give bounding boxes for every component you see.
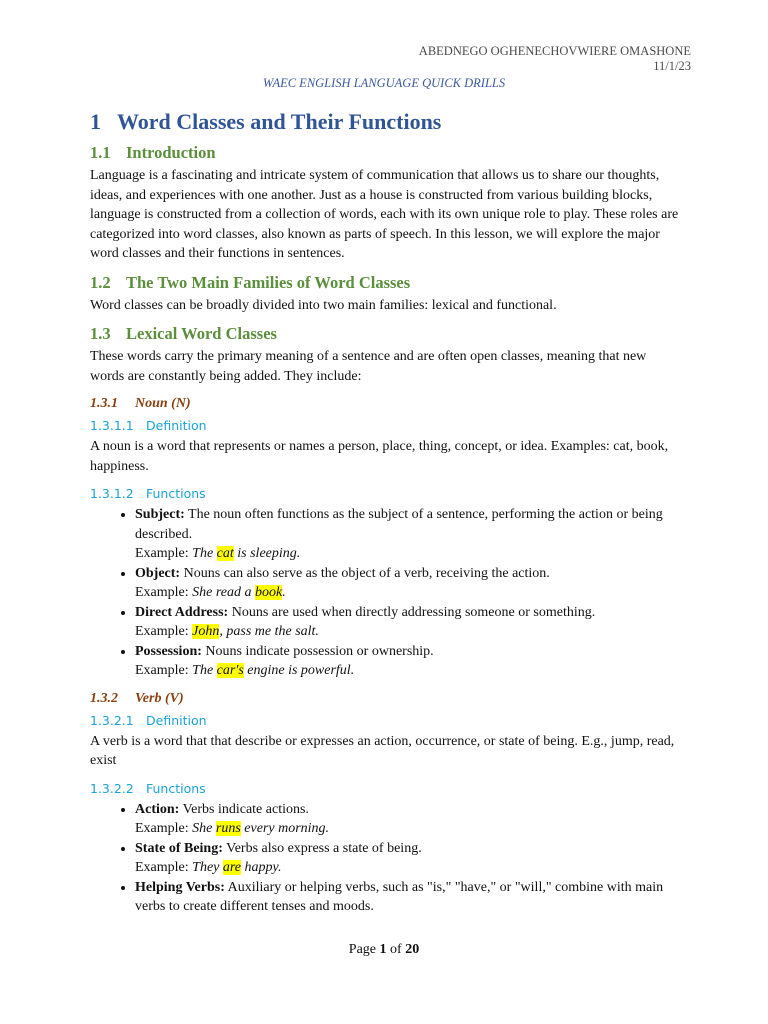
page-header-right bbox=[419, 44, 691, 74]
example-pre: She bbox=[192, 821, 216, 836]
heading-number: 1.3.1.2 bbox=[90, 486, 134, 501]
heading-number: 1.3 bbox=[90, 324, 111, 343]
example-post: happy. bbox=[241, 860, 282, 875]
item-text: Nouns are used when directly addressing someone or something. bbox=[228, 604, 596, 620]
heading-noun bbox=[90, 394, 680, 414]
example-post: , pass me the salt. bbox=[219, 624, 319, 639]
item-text: The noun often functions as the subject of a sentence, performing the action or being described. bbox=[135, 507, 663, 542]
example-text bbox=[192, 546, 300, 561]
heading-title: Functions bbox=[146, 486, 206, 501]
lexical-paragraph: These words carry the primary meaning of a sentence and are often open classes, meaning that new words are constantly being added. They include: bbox=[90, 349, 647, 384]
heading-introduction bbox=[90, 142, 680, 164]
example-post: engine is powerful. bbox=[243, 663, 355, 678]
list-item bbox=[135, 800, 680, 839]
heading-verb-definition bbox=[90, 711, 680, 731]
page-total: 20 bbox=[405, 942, 420, 957]
heading-title: Lexical Word Classes bbox=[126, 324, 277, 343]
noun-functions-list bbox=[90, 505, 680, 681]
heading-title: Introduction bbox=[126, 143, 216, 162]
example-label: Example: bbox=[135, 624, 193, 639]
example-post: . bbox=[282, 585, 286, 600]
item-text: Auxiliary or helping verbs, such as "is," "have," or "will," combine with main verbs to create different tenses and moods. bbox=[135, 879, 664, 914]
heading-noun-functions bbox=[90, 484, 680, 504]
example-text bbox=[192, 585, 286, 600]
page-footer bbox=[0, 942, 768, 958]
item-text: Nouns indicate possession or ownership. bbox=[201, 643, 434, 659]
highlighted-word: cat bbox=[216, 546, 234, 561]
page-label: Page bbox=[348, 942, 380, 957]
example-pre: They bbox=[192, 860, 223, 875]
list-item bbox=[135, 564, 680, 603]
page-number: 1 bbox=[379, 942, 387, 957]
heading-number: 1.3.2.2 bbox=[90, 780, 134, 796]
example-text bbox=[192, 663, 354, 678]
intro-paragraph: Language is a fascinating and intricate system of communication that allows us to share our thoughts, ideas, and experiences with one another. Just as a house is constructed from various building blocks, language is constructed from a collection of words, each with its own unique role to play. These roles are categorized into word classes, also known as parts of speech. In this lesson, we will explore the major word classes and their functions in sentences. bbox=[90, 168, 679, 261]
example-label: Example: bbox=[135, 663, 193, 678]
heading-title: Functions bbox=[146, 780, 206, 796]
list-item bbox=[135, 603, 680, 642]
verb-functions-list bbox=[90, 800, 680, 917]
item-label: Action: bbox=[135, 801, 180, 817]
of-label: of bbox=[386, 942, 406, 957]
heading-title: The Two Main Families of Word Classes bbox=[126, 272, 411, 292]
list-item bbox=[135, 642, 680, 681]
item-text: Verbs also express a state of being. bbox=[222, 840, 422, 856]
example-label: Example: bbox=[135, 585, 193, 600]
heading-number: 1 bbox=[90, 109, 101, 134]
author-name: ABEDNEGO OGHENECHOVWIERE OMASHONE bbox=[418, 44, 691, 58]
heading-number: 1.3.1 bbox=[90, 396, 118, 411]
heading-number: 1.3.1.1 bbox=[90, 418, 134, 433]
heading-number: 1.3.2 bbox=[90, 690, 118, 706]
highlighted-word: are bbox=[222, 860, 242, 875]
highlighted-word: car's bbox=[216, 663, 244, 678]
example-post: is sleeping. bbox=[233, 546, 301, 561]
heading-two-families bbox=[90, 272, 680, 294]
heading-verb bbox=[90, 689, 680, 709]
heading-title: Noun (N) bbox=[135, 396, 191, 411]
verb-definition-paragraph: A verb is a word that that describe or expresses an action, occurrence, or state of being. E.g., jump, read, exist bbox=[90, 733, 675, 768]
item-label: Direct Address: bbox=[135, 604, 229, 620]
highlighted-word: runs bbox=[215, 821, 241, 836]
document-body bbox=[90, 108, 680, 925]
example-label: Example: bbox=[135, 546, 193, 561]
example-label: Example: bbox=[135, 860, 193, 875]
item-label: State of Being: bbox=[135, 840, 223, 856]
example-label: Example: bbox=[135, 821, 193, 836]
list-item bbox=[135, 505, 680, 564]
item-text: Verbs indicate actions. bbox=[179, 801, 309, 817]
heading-1 bbox=[90, 108, 680, 136]
header-date: 11/1/23 bbox=[653, 59, 691, 73]
heading-number: 1.3.2.1 bbox=[90, 712, 134, 728]
highlighted-word: book bbox=[255, 585, 283, 600]
noun-definition-paragraph: A noun is a word that represents or names a person, place, thing, concept, or idea. Examples: cat, book, happiness. bbox=[90, 439, 669, 474]
item-label: Helping Verbs: bbox=[135, 879, 225, 895]
heading-number: 1.2 bbox=[90, 272, 111, 292]
families-paragraph: Word classes can be broadly divided into two main families: lexical and functional. bbox=[90, 297, 557, 313]
heading-title: Definition bbox=[146, 418, 207, 433]
heading-title: Word Classes and Their Functions bbox=[117, 109, 442, 134]
item-label: Object: bbox=[135, 565, 181, 581]
example-text bbox=[192, 821, 329, 836]
header-subtitle: WAEC ENGLISH LANGUAGE QUICK DRILLS bbox=[262, 76, 506, 90]
example-text bbox=[192, 860, 281, 875]
example-post: every morning. bbox=[240, 821, 330, 836]
item-label: Subject: bbox=[135, 507, 185, 522]
example-pre: The bbox=[192, 663, 217, 678]
list-item bbox=[135, 878, 680, 917]
list-item bbox=[135, 839, 680, 878]
heading-lexical bbox=[90, 323, 680, 345]
heading-noun-definition bbox=[90, 416, 680, 436]
item-label: Possession: bbox=[135, 643, 202, 659]
example-pre: She read a bbox=[192, 585, 256, 600]
heading-title: Definition bbox=[146, 712, 207, 728]
example-text bbox=[192, 624, 319, 639]
highlighted-word: John bbox=[192, 624, 220, 639]
item-text: Nouns can also serve as the object of a verb, receiving the action. bbox=[180, 565, 550, 581]
heading-number: 1.1 bbox=[90, 143, 111, 162]
heading-title: Verb (V) bbox=[135, 690, 184, 706]
example-pre: The bbox=[192, 546, 217, 561]
heading-verb-functions bbox=[90, 779, 680, 799]
